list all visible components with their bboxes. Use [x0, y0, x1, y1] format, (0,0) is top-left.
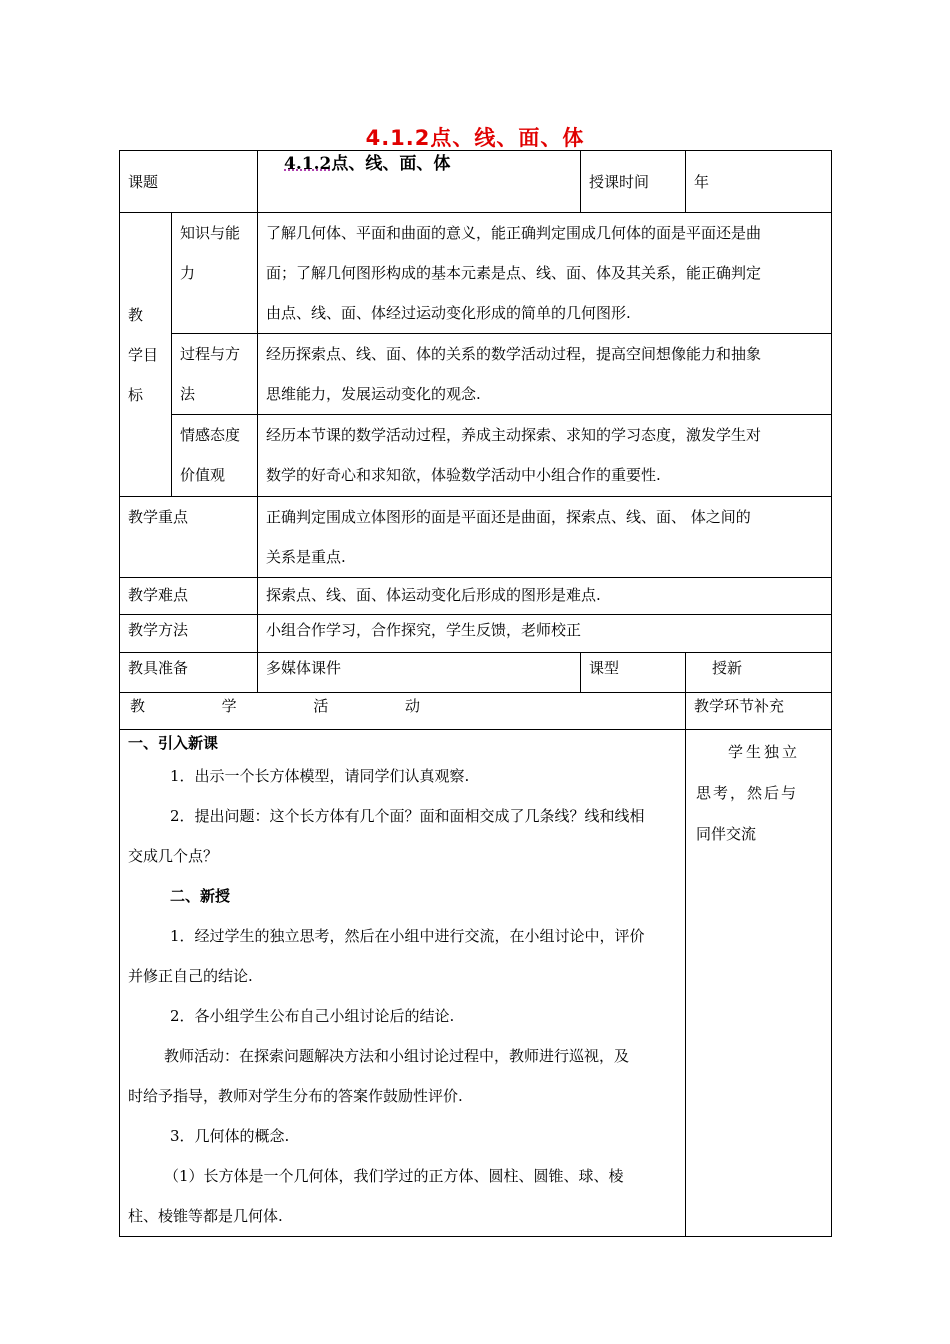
- section-heading-intro: 一、引入新课: [128, 734, 219, 752]
- side-note-line: 学生独立: [728, 743, 801, 761]
- label-difficulty: 教学难点: [120, 578, 258, 615]
- goal-label-emotion-a: 情感态度: [180, 426, 241, 444]
- label-lesson-type: 课型: [581, 653, 686, 693]
- row-course: [120, 151, 832, 213]
- course-title-text: 点、线、面、体: [331, 154, 451, 174]
- paragraph-cont: 柱、棱锥等都是几何体.: [128, 1207, 283, 1225]
- teaching-time-value: 年: [686, 151, 832, 213]
- goal-text-process: [258, 334, 832, 415]
- activity-header-char: 活: [313, 697, 329, 715]
- row-difficulty: [120, 578, 832, 615]
- activity-content: [120, 730, 686, 1237]
- paragraph-cont: 时给予指导，教师对学生分布的答案作鼓励性评价.: [128, 1087, 463, 1105]
- row-goal-knowledge: [120, 213, 832, 334]
- goal-label-emotion-b: 价值观: [180, 466, 226, 484]
- activity-header-char: 学: [221, 697, 237, 715]
- paragraph: 1．出示一个长方体模型，请同学们认真观察.: [170, 767, 470, 785]
- row-activity-content: [120, 730, 832, 1237]
- label-method: 教学方法: [120, 615, 258, 653]
- paragraph-cont: 并修正自己的结论.: [128, 967, 253, 985]
- paragraph: 2．各小组学生公布自己小组讨论后的结论.: [170, 1007, 455, 1025]
- goal-label-process-b: 法: [180, 385, 196, 403]
- paragraph: 3．几何体的概念.: [170, 1127, 290, 1145]
- goals-label-3: 标: [128, 385, 144, 404]
- goal-label-knowledge: [172, 213, 258, 334]
- row-tools: [120, 653, 832, 693]
- paragraph: 教师活动：在探索问题解决方法和小组讨论过程中，教师进行巡视，及: [164, 1047, 630, 1065]
- row-key-points: [120, 497, 832, 578]
- paragraph: 1．经过学生的独立思考，然后在小组中进行交流，在小组讨论中，评价: [170, 927, 645, 945]
- text-line: 经历本节课的数学活动过程，养成主动探索、求知的学习态度，激发学生对: [266, 426, 762, 444]
- label-tools: 教具准备: [120, 653, 258, 693]
- goal-label-process: [172, 334, 258, 415]
- text-line: 数学的好奇心和求知欲，体验数学活动中小组合作的重要性.: [266, 466, 661, 484]
- activity-header-char: 动: [404, 697, 420, 715]
- goal-label-emotion: [172, 415, 258, 497]
- difficulty-text: 探索点、线、面、体运动变化后形成的图形是难点.: [258, 578, 832, 615]
- label-key-points: 教学重点: [120, 497, 258, 578]
- supplement-header: 教学环节补充: [686, 693, 832, 730]
- course-title: [258, 151, 581, 213]
- goal-label-knowledge-a: 知识与能: [180, 224, 241, 242]
- paragraph-cont: 交成几个点？: [128, 847, 219, 865]
- text-line: 关系是重点.: [266, 548, 346, 566]
- row-goal-emotion: [120, 415, 832, 497]
- paragraph: 2．提出问题：这个长方体有几个面？面和面相交成了几条线？线和线相: [170, 807, 645, 825]
- goals-label-2: 学目: [128, 345, 159, 364]
- goal-text-emotion: [258, 415, 832, 497]
- text-line: 由点、线、面、体经过运动变化形成的简单的几何图形.: [266, 304, 631, 322]
- text-line: 面；了解几何图形构成的基本元素是点、线、面、体及其关系，能正确判定: [266, 264, 762, 282]
- course-title-number: 4.1.2: [284, 154, 332, 174]
- row-method: [120, 615, 832, 653]
- lesson-plan-table: [119, 150, 832, 1237]
- method-text: 小组合作学习，合作探究，学生反馈，老师校正: [258, 615, 832, 653]
- text-line: 了解几何体、平面和曲面的意义，能正确判定围成几何体的面是平面还是曲: [266, 224, 762, 242]
- row-activity-header: [120, 693, 832, 730]
- label-teaching-goals: [120, 213, 172, 497]
- activity-header-char: 教: [130, 697, 146, 715]
- tools-text: 多媒体课件: [258, 653, 581, 693]
- text-line: 正确判定围成立体图形的面是平面还是曲面，探索点、线、面、 体之间的: [266, 508, 751, 526]
- goal-text-knowledge: [258, 213, 832, 334]
- goal-label-process-a: 过程与方: [180, 345, 241, 363]
- document-title: 4.1.2点、线、面、体: [365, 126, 585, 150]
- text-line: 思维能力，发展运动变化的观念.: [266, 385, 481, 403]
- goal-label-knowledge-b: 力: [180, 264, 196, 282]
- paragraph: （1）长方体是一个几何体，我们学过的正方体、圆柱、圆锥、球、棱: [164, 1167, 624, 1185]
- text-line: 经历探索点、线、面、体的关系的数学活动过程，提高空间想像能力和抽象: [266, 345, 762, 363]
- key-points-text: [258, 497, 832, 578]
- label-teaching-time: 授课时间: [581, 151, 686, 213]
- activity-header: [120, 693, 686, 730]
- goals-label-1: 教: [128, 305, 144, 324]
- side-note-line: 同伴交流: [696, 825, 757, 843]
- label-course: 课题: [120, 151, 258, 213]
- side-note-line: 思考，然后与: [696, 784, 799, 802]
- lesson-type-value: 授新: [686, 653, 832, 693]
- side-note: [686, 730, 832, 1237]
- section-heading-new: 二、新授: [170, 887, 231, 905]
- row-goal-process: [120, 334, 832, 415]
